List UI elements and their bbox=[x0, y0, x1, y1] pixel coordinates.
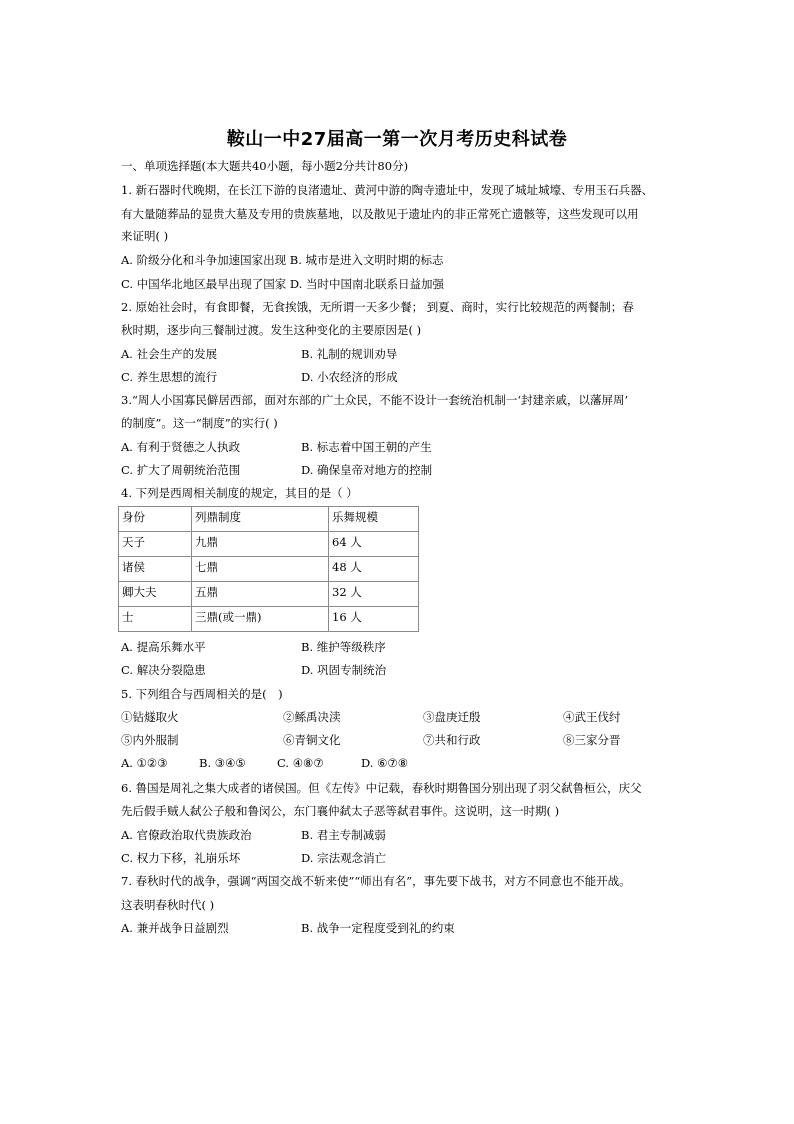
table-cell: 七鼎 bbox=[192, 557, 329, 582]
q5-item-1: ①钻燧取火 bbox=[121, 710, 179, 724]
table-cell: 士 bbox=[119, 607, 192, 632]
q2-option-c: C. 养生思想的流行 bbox=[121, 370, 218, 384]
table-cell: 16 人 bbox=[329, 607, 419, 632]
q5-item-5: ⑤内外服制 bbox=[121, 733, 179, 747]
q5-option-b: B. ③④⑤ bbox=[199, 756, 246, 770]
table-header-cell: 身份 bbox=[119, 507, 192, 532]
q3-line-2: 的制度”。这一“制度”的实行( ) bbox=[121, 416, 278, 430]
q1-line-2: 有大量随葬品的显贵大墓及专用的贵族墓地，以及散见于遗址内的非正常死亡遗骸等，这些发现可以用 bbox=[121, 207, 639, 221]
q1-line-1: 1. 新石器时代晚期，在长江下游的良渚遗址、黄河中游的陶寺遗址中，发现了城址城壕、专用玉石兵器、 bbox=[121, 183, 654, 197]
q1-line-3: 来证明( ) bbox=[121, 229, 169, 243]
q3-option-b: B. 标志着中国王朝的产生 bbox=[301, 440, 432, 454]
table-header-cell: 乐舞规模 bbox=[329, 507, 419, 532]
table-cell: 48 人 bbox=[329, 557, 419, 582]
table-cell: 五鼎 bbox=[192, 582, 329, 607]
table-cell: 三鼎(或一鼎) bbox=[192, 607, 329, 632]
q4-option-a: A. 提高乐舞水平 bbox=[121, 640, 206, 654]
table-cell: 诸侯 bbox=[119, 557, 192, 582]
q5-item-7: ⑦共和行政 bbox=[423, 733, 481, 747]
q1-option-cd: C. 中国华北地区最早出现了国家 D. 当时中国南北联系日益加强 bbox=[121, 277, 444, 291]
q5-option-a: A. ①②③ bbox=[121, 756, 168, 770]
table-cell: 32 人 bbox=[329, 582, 419, 607]
q2-option-a: A. 社会生产的发展 bbox=[121, 347, 218, 361]
q7-line-1: 7. 春秋时代的战争，强调“两国交战不斩来使”“师出有名”，事先要下战书，对方不同意也不能开战。 bbox=[121, 874, 631, 888]
q5-item-4: ④武王伐纣 bbox=[563, 710, 621, 724]
section-heading: 一、单项选择题(本大题共40小题，每小题2分共计80分) bbox=[121, 159, 409, 173]
q5-option-c: C. ④⑧⑦ bbox=[277, 756, 324, 770]
q7-option-b: B. 战争一定程度受到礼的约束 bbox=[301, 921, 455, 935]
q5-stem: 5. 下列组合与西周相关的是( ) bbox=[121, 687, 283, 701]
q7-line-2: 这表明春秋时代( ) bbox=[121, 898, 215, 912]
ritual-table bbox=[118, 506, 419, 632]
table-row bbox=[119, 557, 419, 582]
table-header-row bbox=[119, 507, 419, 532]
q2-option-b: B. 礼制的规训劝导 bbox=[301, 347, 398, 361]
q6-option-a: A. 官僚政治取代贵族政治 bbox=[121, 828, 252, 842]
table-cell: 64 人 bbox=[329, 532, 419, 557]
table-cell: 卿大夫 bbox=[119, 582, 192, 607]
q4-stem: 4. 下列是西周相关制度的规定，其目的是（ ） bbox=[121, 486, 358, 500]
table-cell: 天子 bbox=[119, 532, 192, 557]
table-row bbox=[119, 532, 419, 557]
q5-item-8: ⑧三家分晋 bbox=[563, 733, 621, 747]
q2-line-1: 2. 原始社会时，有食即餐，无食挨饿，无所谓一天多少餐； 到夏、商时，实行比较规范的两餐制；春 bbox=[121, 300, 634, 314]
q3-option-c: C. 扩大了周朝统治范围 bbox=[121, 463, 241, 477]
q5-item-6: ⑥青铜文化 bbox=[283, 733, 341, 747]
q6-option-b: B. 君主专制减弱 bbox=[301, 828, 386, 842]
q4-option-d: D. 巩固专制统治 bbox=[301, 663, 387, 677]
q5-option-d: D. ⑥⑦⑧ bbox=[361, 756, 409, 770]
table-cell: 九鼎 bbox=[192, 532, 329, 557]
q6-option-c: C. 权力下移，礼崩乐坏 bbox=[121, 851, 241, 865]
q3-option-d: D. 确保皇帝对地方的控制 bbox=[301, 463, 433, 477]
table-header-cell: 列鼎制度 bbox=[192, 507, 329, 532]
q1-option-ab: A. 阶级分化和斗争加速国家出现 B. 城市是进入文明时期的标志 bbox=[121, 253, 444, 267]
q2-line-2: 秋时期，逐步向三餐制过渡。发生这种变化的主要原因是( ) bbox=[121, 323, 422, 337]
q6-line-2: 先后假手贼人弑公子般和鲁闵公，东门襄仲弑太子恶等弑君事件。这说明，这一时期( ) bbox=[121, 804, 560, 818]
q5-item-2: ②鲧禹决渎 bbox=[283, 710, 341, 724]
q6-line-1: 6. 鲁国是周礼之集大成者的诸侯国。但《左传》中记载，春秋时期鲁国分别出现了羽父弑鲁桓公，庆父 bbox=[121, 781, 642, 795]
q3-option-a: A. 有利于贤德之人执政 bbox=[121, 440, 241, 454]
q3-line-1: 3.“周人小国寡民僻居西部，面对东部的广土众民，不能不设计一套统治机制一‘封建亲戚，以藩屏周’ bbox=[121, 393, 629, 407]
page-title: 鞍山一中27届高一第一次月考历史科试卷 bbox=[226, 129, 568, 150]
q2-option-d: D. 小农经济的形成 bbox=[301, 370, 398, 384]
q4-option-b: B. 维护等级秩序 bbox=[301, 640, 386, 654]
q5-item-3: ③盘庚迁殷 bbox=[423, 710, 481, 724]
table-row bbox=[119, 582, 419, 607]
q4-option-c: C. 解决分裂隐患 bbox=[121, 663, 206, 677]
q7-option-a: A. 兼并战争日益剧烈 bbox=[121, 921, 229, 935]
q6-option-d: D. 宗法观念消亡 bbox=[301, 851, 387, 865]
table-row bbox=[119, 607, 419, 632]
